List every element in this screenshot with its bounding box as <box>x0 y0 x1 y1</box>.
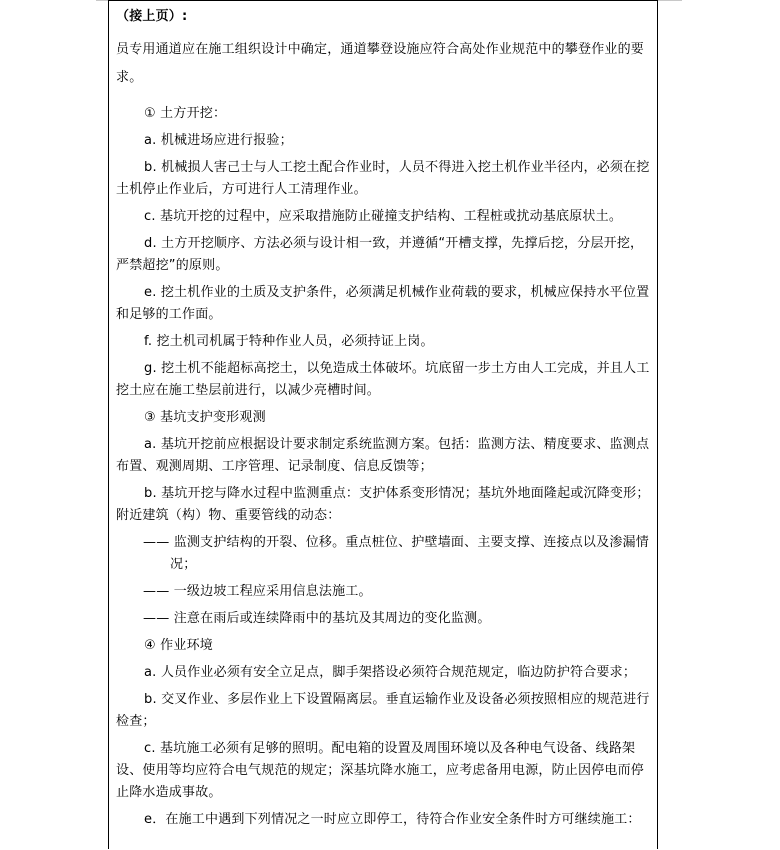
dash-item: —— 注意在雨后或连续降雨中的基坑及其周边的变化监测。 <box>143 611 491 626</box>
document-body <box>116 6 652 836</box>
paragraph-list <box>116 103 652 831</box>
list-item: g. 挖土机不能超标高挖土，以免造成土体破坏。坑底留一步土方由人工完成，并且人工挖土应在施工垫层前进行，以减少亮槽时间。 <box>116 361 650 398</box>
list-item: a. 基坑开挖前应根据设计要求制定系统监测方案。包括：监测方法、精度要求、监测点布置、观测周期、工序管理、记录制度、信息反馈等； <box>116 437 650 474</box>
list-item: b. 基坑开挖与降水过程中监测重点：支护体系变形情况；基坑外地面隆起或沉降变形；附近建筑（构）物、重要管线的动态： <box>116 486 650 523</box>
list-item: d. 土方开挖顺序、方法必须与设计相一致，并遵循“开槽支撑，先撑后挖，分层开挖，严禁超挖”的原则。 <box>116 236 644 273</box>
list-item: c. 基坑开挖的过程中，应采取措施防止碰撞支护结构、工程桩或扰动基底原状土。 <box>144 209 623 224</box>
section-heading: ③ 基坑支护变形观测 <box>144 410 266 425</box>
continued-heading: （接上页）: <box>116 9 188 24</box>
section-heading: ① 土方开挖： <box>144 106 227 121</box>
list-item: b. 机械损人害己士与人工挖土配合作业时，人员不得进入挖土机作业半径内，必须在挖土机停止作业后，方可进行人工清理作业。 <box>116 160 650 197</box>
lead-paragraph: 员专用通道应在施工组织设计中确定，通道攀登设施应符合高处作业规范中的攀登作业的要求。 <box>116 42 645 85</box>
list-item: a. 机械进场应进行报验； <box>144 133 293 148</box>
dash-item: —— 一级边坡工程应采用信息法施工。 <box>143 584 372 599</box>
list-item: c. 基坑施工必须有足够的照明。配电箱的设置及周围环境以及各种电气设备、线路架设、使用等均应符合电气规范的规定；深基坑降水施工，应考虑备用电源，防止因停电而停止降水造成事故。 <box>116 741 645 800</box>
dash-item: —— 监测支护结构的开裂、位移。重点桩位、护壁墙面、主要支撑、连接点以及渗漏情况； <box>143 535 649 572</box>
list-item: b. 交叉作业、多层作业上下设置隔离层。垂直运输作业及设备必须按照相应的规范进行检查； <box>116 692 650 729</box>
list-item: f. 挖土机司机属于特种作业人员，必须持证上岗。 <box>144 334 434 349</box>
list-item: a. 人员作业必须有安全立足点，脚手架搭设必须符合规范规定，临边防护符合要求； <box>144 665 637 680</box>
list-item: e．在施工中遇到下列情况之一时应立即停工，待符合作业安全条件时方可继续施工： <box>144 812 641 827</box>
section-heading: ④ 作业环境 <box>144 638 213 653</box>
list-item: e. 挖土机作业的土质及支护条件，必须满足机械作业荷载的要求，机械应保持水平位置和足够的工作面。 <box>116 285 650 322</box>
